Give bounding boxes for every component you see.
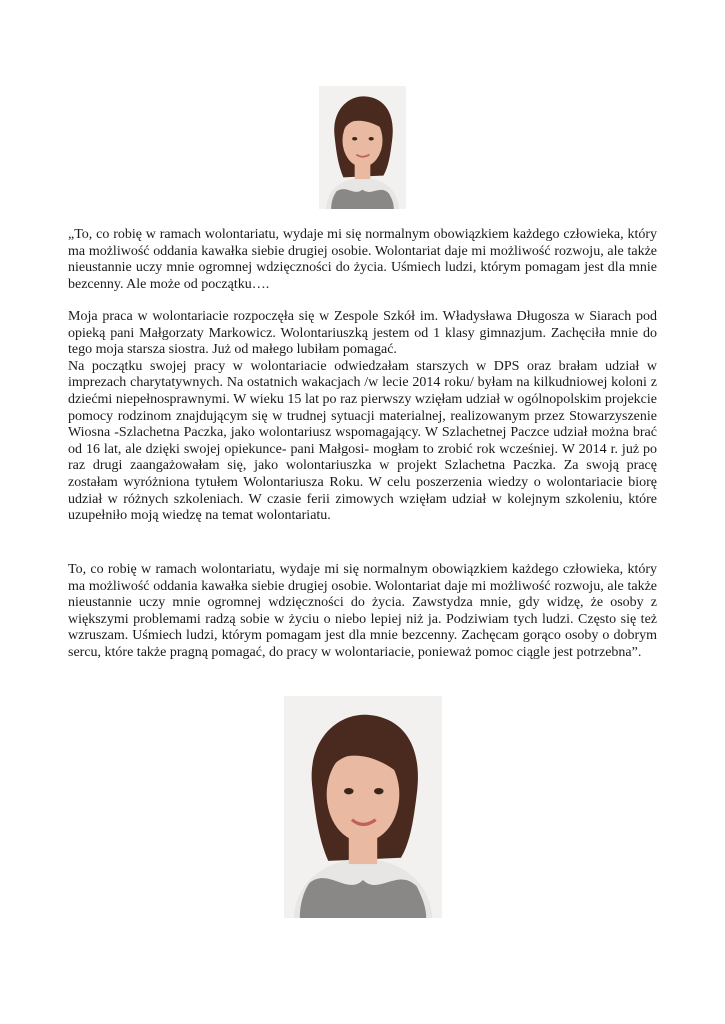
paragraph-work: [68, 309, 657, 525]
paragraph-work-text-1: Moja praca w wolontariacie rozpoczęła się w Zespole Szkół im. Władysława Długosza w Siarach pod opieką pani Małgorzaty Markowicz. Wolontariuszką jestem od 1 klasy gimnazjum. Zachęciła mnie do tego moja starsza siostra. Już od małego lubiłam pomagać.: [68, 309, 657, 358]
paragraph-work-text-2: Na początku swojej pracy w wolontariacie odwiedzałam starszych w DPS oraz brałam udział w imprezach charytatywnych. Na ostatnich wakacjach /w lecie 2014 roku/ byłam na kilkudniowej koloni z dziećmi niepełnosprawnymi. W wieku 15 lat po raz pierwszy wzięłam udział w ogólnopolskim projekcie pomocy rodzinom znajdującym się w trudnej sytuacji materialnej, realizowanym przez Stowarzyszenie Wiosna -Szlachetna Paczka, jako wolontariusz wspomagający. W Szlachetnej Paczce udział można brać od 16 lat, ale dzięki swojej opiekunce- pani Małgosi- mogłam to zrobić rok wcześniej. W 2014 r. już po raz drugi zaangażowałam się, jako wolontariuszka w projekt Szlachetna Paczka. Za swoją pracę zostałam wyróżniona tytułem Wolontariusza Roku. W celu poszerzenia wiedzy o wolontariacie biorę udział w różnych szkoleniach. W czasie ferii zimowych wzięłam udział w kolejnym szkoleniu, które uzupełniło moją wiedzę na temat wolontariatu.: [68, 358, 657, 524]
portrait-photo-icon: [319, 86, 406, 209]
paragraph-closing-text: To, co robię w ramach wolontariatu, wydaje mi się normalnym obowiązkiem każdego człowieka, który ma możliwość oddania kawałka siebie drugiej osobie. Wolontariat daje mi możliwość rozwoju, ale także nieustannie uczy mnie ogromnej wdzięczności do życia. Zawstydza mnie, gdy widzę, że osoby z większymi problemami radzą sobie w życiu o niebo lepiej niż ja. Podziwiam tych ludzi. Często się też wzruszam. Uśmiech ludzi, którym pomagam jest dla mnie bezcenny. Zachęcam gorąco osoby o dobrym sercu, które także pragną pomagać, do pracy w wolontariacie, ponieważ pomoc ciągle jest potrzebna”.: [68, 562, 657, 660]
paragraph-intro-text: „To, co robię w ramach wolontariatu, wydaje mi się normalnym obowiązkiem każdego człowieka, który ma możliwość oddania kawałka siebie drugiej osobie. Wolontariat daje mi możliwość rozwoju, ale także nieustannie uczy mnie ogromnej wdzięczności do życia. Uśmiech ludzi, którym pomagam jest dla mnie bezcenny. Ale może od początku….: [68, 227, 657, 292]
portrait-photo-bottom: [284, 696, 442, 918]
portrait-photo-icon: [284, 696, 442, 918]
paragraph-closing: [68, 562, 657, 662]
portrait-photo-top: [319, 86, 406, 209]
paragraph-intro: [68, 227, 657, 293]
